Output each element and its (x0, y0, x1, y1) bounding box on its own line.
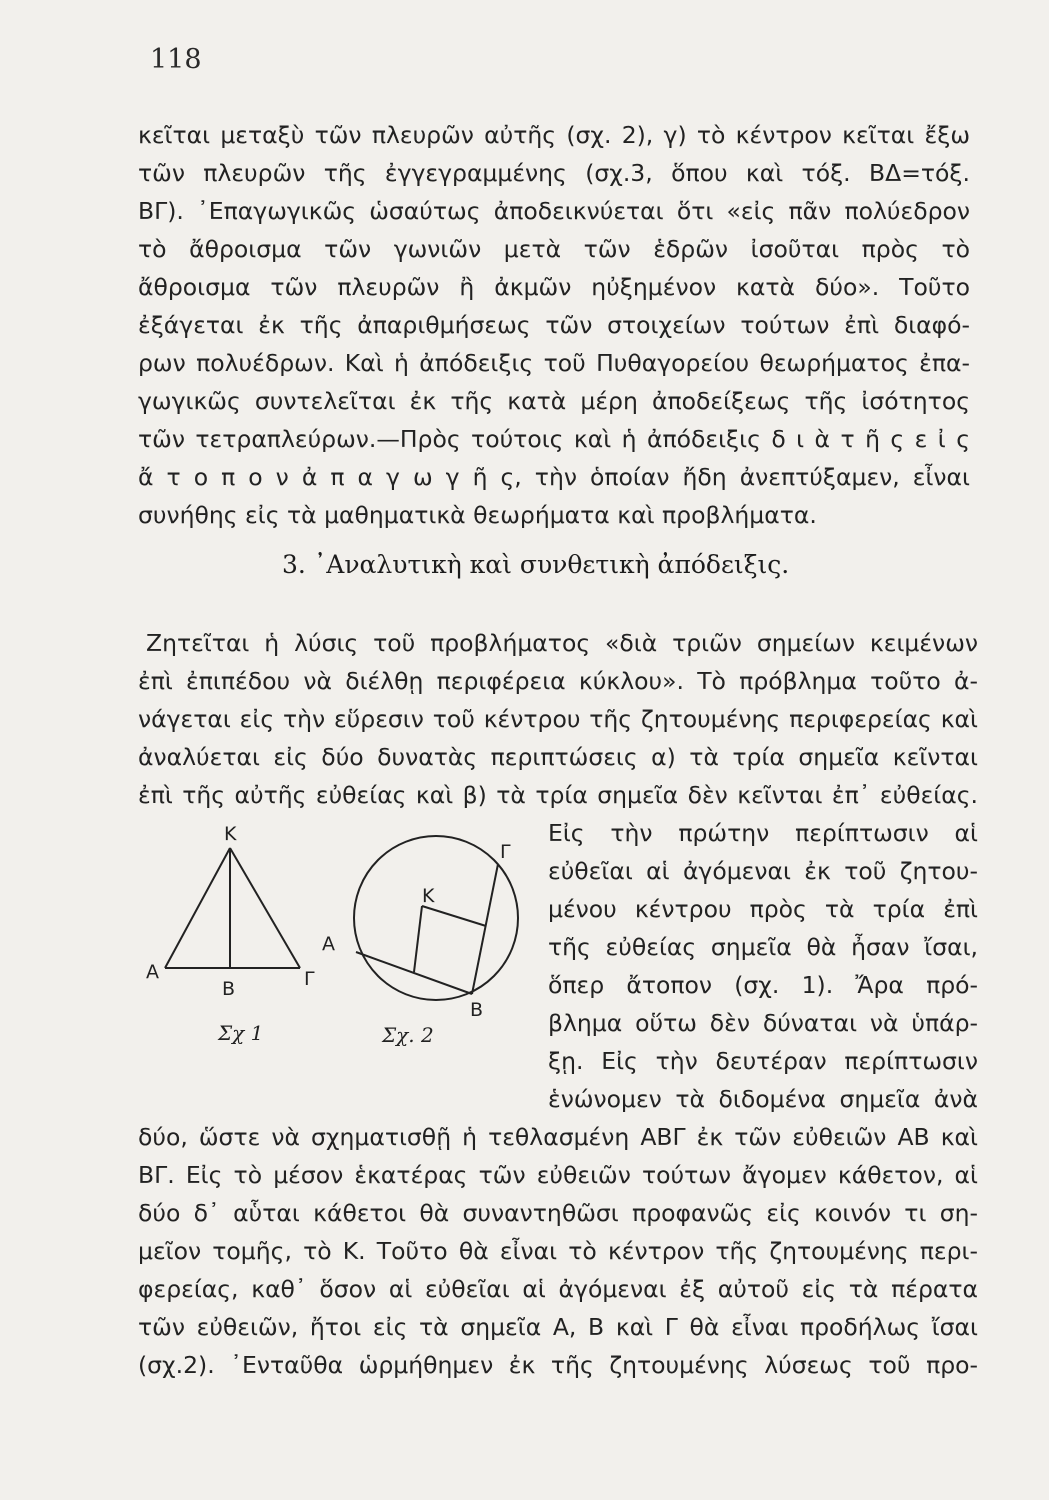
section-title: 3. ᾿Αναλυτικὴ καὶ συνθετικὴ ἀπόδειξις. (282, 550, 790, 579)
text-line: δύο δ᾿ αὗται κάθετοι θὰ συναντηθῶσι προφανῶς εἰς κοινόν τι ση- (138, 1199, 978, 1227)
chord-ab (356, 952, 472, 994)
text-line: τῶν πλευρῶν τῆς ἐγγεγραμμένης (σχ.3, ὅπου καὶ τόξ. ΒΔ=τόξ. (138, 159, 970, 187)
text-line: μεῖον τομῆς, τὸ Κ. Τοῦτο θὰ εἶναι τὸ κέντρον τῆς ζητουμένης περι- (138, 1237, 978, 1265)
fig2-label-g: Γ (500, 841, 511, 863)
text-line: ἑνώνομεν τὰ διδομένα σημεῖα ἀνὰ (548, 1085, 978, 1113)
fig1-label-a: Α (146, 961, 159, 983)
fig2-label-a: Α (322, 933, 335, 955)
figure-2-circle (354, 836, 518, 1000)
fig1-caption: Σχ 1 (218, 1021, 264, 1045)
triangle-side-ka (165, 848, 230, 968)
text-line: ἄθροισμα τῶν πλευρῶν ἢ ἀκμῶν ηὐξημένον κατὰ δύο». Τοῦτο (138, 273, 970, 301)
text-line: κεῖται μεταξὺ τῶν πλευρῶν αὐτῆς (σχ. 2), γ) τὸ κέντρον κεῖται ἔξω (138, 121, 970, 149)
text-line: δύο, ὥστε νὰ σχηματισθῇ ἡ τεθλασμένη ΑΒΓ ἐκ τῶν εὐθειῶν ΑΒ καὶ (138, 1123, 978, 1151)
fig1-label-g: Γ (304, 968, 315, 990)
text-line: ἄ τ ο π ο ν ἀ π α γ ω γ ῆ ς, τὴν ὁποίαν ἤδη ἀνεπτύξαμεν, εἶναι (138, 463, 970, 491)
fig1-label-b: Β (222, 978, 236, 1000)
fig2-label-b: Β (470, 999, 484, 1021)
text-line: ρων πολυέδρων. Καὶ ἡ ἀπόδειξις τοῦ Πυθαγορείου θεωρήματος ἐπα- (138, 349, 970, 377)
fig2-caption: Σχ. 2 (382, 1023, 434, 1047)
fig2-label-k: Κ (422, 885, 435, 907)
perpendicular-bg (422, 906, 486, 926)
text-line: φερείας, καθ᾿ ὅσον αἱ εὐθεῖαι αἱ ἀγόμεναι ἐξ αὐτοῦ εἰς τὰ πέρατα (138, 1275, 978, 1303)
perpendicular-ab (414, 906, 422, 972)
figure-1-triangle (165, 848, 300, 968)
text-line: τῆς εὐθείας σημεῖα θὰ ἦσαν ἴσαι, (548, 933, 978, 961)
text-line: Ζητεῖται ἡ λύσις τοῦ προβλήματος «διὰ τριῶν σημείων κειμένων (146, 629, 978, 657)
circle (354, 836, 518, 1000)
text-line: ἐπὶ τῆς αὐτῆς εὐθείας καὶ β) τὰ τρία σημεῖα δὲν κεῖνται ἐπ᾿ εὐθείας. (138, 781, 978, 809)
text-line: ὅπερ ἄτοπον (σχ. 1). Ἄρα πρό- (548, 971, 978, 999)
text-line: ξῃ. Εἰς τὴν δευτέραν περίπτωσιν (548, 1047, 978, 1075)
text-line: τῶν εὐθειῶν, ἤτοι εἰς τὰ σημεῖα Α, Β καὶ Γ θὰ εἶναι προδήλως ἴσαι (138, 1313, 978, 1341)
text-line: γωγικῶς συντελεῖται ἐκ τῆς κατὰ μέρη ἀποδείξεως τῆς ἰσότητος (138, 387, 970, 415)
triangle-side-kg (230, 848, 300, 968)
text-line: βλημα οὕτω δὲν δύναται νὰ ὑπάρ- (548, 1009, 978, 1037)
text-line: ἀναλύεται εἰς δύο δυνατὰς περιπτώσεις α) τὰ τρία σημεῖα κεῖνται (138, 743, 978, 771)
text-line: μένου κέντρου πρὸς τὰ τρία ἐπὶ (548, 895, 978, 923)
text-line: Εἰς τὴν πρώτην περίπτωσιν αἱ (548, 819, 978, 847)
text-line: νάγεται εἰς τὴν εὕρεσιν τοῦ κέντρου τῆς ζητουμένης περιφερείας καὶ (138, 705, 978, 733)
text-line: ἐξάγεται ἐκ τῆς ἀπαριθμήσεως τῶν στοιχείων τούτων ἐπὶ διαφό- (138, 311, 970, 339)
page-number: 118 (150, 44, 202, 75)
text-line: ἐπὶ ἐπιπέδου νὰ διέλθῃ περιφέρεια κύκλου». Τὸ πρόβλημα τοῦτο ἀ- (138, 667, 978, 695)
text-line: εὐθεῖαι αἱ ἀγόμεναι ἐκ τοῦ ζητου- (548, 857, 978, 885)
text-line: ΒΓ). ᾿Επαγωγικῶς ὡσαύτως ἀποδεικνύεται ὅτι «εἰς πᾶν πολύεδρον (138, 197, 970, 225)
text-line: τῶν τετραπλεύρων.—Πρὸς τούτοις καὶ ἡ ἀπόδειξις δ ι ὰ τ ῆ ς ε ἰ ς (138, 425, 970, 453)
text-line: συνήθης εἰς τὰ μαθηματικὰ θεωρήματα καὶ προβλήματα. (138, 501, 817, 529)
fig1-label-k: Κ (224, 823, 237, 845)
text-line: (σχ.2). ᾿Ενταῦθα ὡρμήθημεν ἐκ τῆς ζητουμένης λύσεως τοῦ προ- (138, 1351, 978, 1379)
text-line: τὸ ἄθροισμα τῶν γωνιῶν μετὰ τῶν ἑδρῶν ἰσοῦται πρὸς τὸ (138, 235, 970, 263)
text-line: ΒΓ. Εἰς τὸ μέσον ἑκατέρας τῶν εὐθειῶν τούτων ἄγομεν κάθετον, αἱ (138, 1161, 978, 1189)
